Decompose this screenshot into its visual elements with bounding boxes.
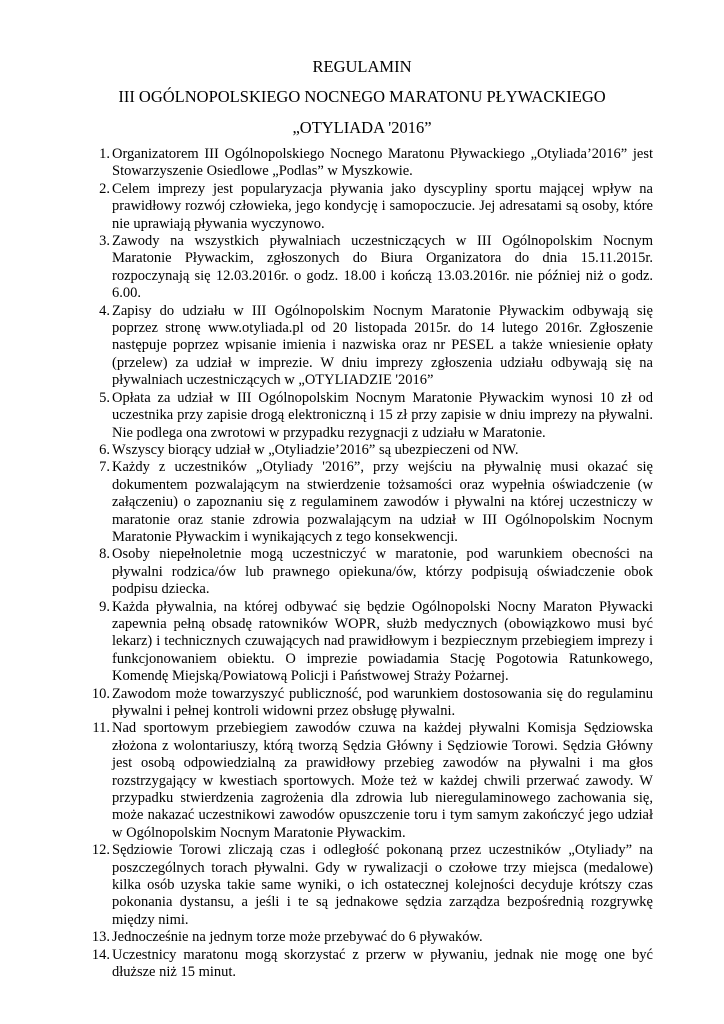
rule-number: 6.	[99, 441, 110, 458]
rule-number: 8.	[99, 546, 110, 563]
event-name: „OTYLIADA '2016”	[292, 118, 432, 137]
rule-item	[99, 302, 653, 390]
rule-number: 14.	[91, 946, 110, 963]
document-title: REGULAMIN	[312, 57, 412, 76]
rule-number: 13.	[91, 929, 110, 946]
rule-item	[92, 720, 653, 842]
rule-text: Sędziowie Torowi zliczają czas i odległość pokonaną przez uczestników „Otyliady” na poszczególnych torach pływalni. Gdy w rywalizacji o czołowe trzy miejsca (medalowe) kilka osób uzyska takie same wyniki, o ich ostatecznej kolejności decyduje krótszy czas pokonania dystansu, a jeśli i te są jednakowe sędzia zarządza bezpośrednią rozgrywkę między nimi.	[112, 842, 653, 928]
rule-text: Opłata za udział w III Ogólnopolskim Nocnym Maratonie Pływackim wynosi 10 zł od uczestnika przy zapisie drogą elektroniczną i 15 zł przy zapisie w dniu imprezy na pływalni. Nie podlega ona zwrotowi w przypadku rezygnacji z udziału w Maratonie.	[112, 389, 653, 441]
rule-text: Celem imprezy jest popularyzacja pływania jako dyscypliny sportu mającej wpływ na prawidłowy rozwój człowieka, jego kondycję i samopoczucie. Jej adresatami są osoby, które nie uprawiają pływania wyczynowo.	[112, 180, 653, 232]
rule-number: 5.	[99, 389, 110, 406]
rule-number: 4.	[99, 302, 110, 319]
rule-number: 1.	[99, 146, 110, 162]
rule-number: 2.	[99, 180, 110, 197]
rule-text: Uczestnicy maratonu mogą skorzystać z przerw w pływaniu, jednak nie mogę one być dłuższe niż 15 minut.	[112, 946, 653, 981]
rule-text: Zapisy do udziału w III Ogólnopolskim Nocnym Maratonie Pływackim odbywają się poprzez stronę www.otyliada.pl od 20 listopada 2015r. do 14 lutego 2016r. Zgłoszenie następuje poprzez wpisanie imienia i nazwiska oraz nr PESEL a także wniesienie opłaty (przelew) za udział w imprezie. W dniu imprezy zgłoszenia udziału odbywają się na pływalniach uczestniczących w „OTYLIADZIE '2016”	[112, 302, 653, 389]
rule-text: Osoby niepełnoletnie mogą uczestniczyć w maratonie, pod warunkiem obecności na pływalni rodzica/ów lub prawnego opiekuna/ów, którzy podpisują oświadczenie obok podpisu dziecka.	[112, 546, 653, 598]
rule-item	[91, 685, 653, 721]
rule-item	[99, 180, 653, 233]
rule-number: 11.	[92, 720, 110, 737]
rule-text: Zawody na wszystkich pływalniach uczestniczących w III Ogólnopolskim Nocnym Maratonie Pływackim, zgłoszonych do Biura Organizatora do dnia 15.11.2015r. rozpoczynają się 12.03.2016r. o godz. 18.00 i kończą 13.03.2016r. nie później niż o godz. 6.00.	[112, 233, 653, 302]
rules-list	[91, 146, 653, 982]
rule-text: Każda pływalnia, na której odbywać się będzie Ogólnopolski Nocny Maraton Pływacki zapewnia pełną obsadę ratowników WOPR, służb medycznych (obowiązkowo musi być lekarz) i technicznych czuwających nad prawidłowym i bezpiecznym przebiegiem imprezy i funkcjonowaniem obiektu. O imprezie powiadamia Stację Pogotowia Ratunkowego, Komendę Miejską/Powiatową Policji i Państwowej Straży Pożarnej.	[112, 598, 653, 685]
rule-item	[99, 389, 653, 442]
rule-item	[99, 459, 653, 546]
rule-item	[99, 233, 653, 303]
rule-item	[99, 146, 653, 181]
rule-text: Nad sportowym przebiegiem zawodów czuwa na każdej pływalni Komisja Sędziowska złożona z wolontariuszy, którą tworzą Sędzia Główny i Sędziowie Torowi. Sędzia Główny jest osobą odpowiedzialną za prawidłowy przebieg zawodów na pływalni i ma głos rozstrzygający w kwestiach sportowych. Może też w każdej chwili przerwać zawody. W przypadku stwierdzenia zagrożenia dla zdrowia lub nieregulaminowego zachowania się, może nakazać uczestnikowi zawodów opuszczenie toru i tym samym zakończyć jego udział w Ogólnopolskim Nocnym Maratonie Pływackim.	[112, 720, 653, 841]
rule-text: Wszyscy biorący udział w „Otyliadzie’2016” są ubezpieczeni od NW.	[112, 441, 519, 458]
rule-number: 10.	[91, 685, 110, 702]
rule-number: 9.	[99, 598, 110, 615]
rule-text: Jednocześnie na jednym torze może przebywać do 6 pływaków.	[112, 929, 483, 946]
document-subtitle: III OGÓLNOPOLSKIEGO NOCNEGO MARATONU PŁYWACKIEGO	[118, 87, 606, 106]
rule-item	[99, 546, 653, 598]
rule-item	[99, 441, 653, 459]
rule-number: 12.	[91, 842, 110, 859]
rule-text: Zawodom może towarzyszyć publiczność, pod warunkiem dostosowania się do regulaminu pływalni i pełnej kontroli widowni przez obsługę pływalni.	[112, 685, 653, 719]
rule-text: Każdy z uczestników „Otyliady '2016”, przy wejściu na pływalnię musi okazać się dokumentem pozwalającym na stwierdzenie tożsamości oraz wypełnia oświadczenie (w załączeniu) o zapoznaniu się z regulaminem zawodów i pływalni na której uczestniczy w maratonie oraz stanie zdrowia pozwalającym na udział w III Ogólnopolskim Nocnym Maratonie Pływackim i wynikających z tego konsekwencji.	[112, 459, 653, 545]
rule-item	[99, 598, 653, 686]
rule-number: 3.	[99, 233, 110, 250]
rule-text: Organizatorem III Ogólnopolskiego Nocnego Maratonu Pływackiego „Otyliada’2016” jest Stowarzyszenie Osiedlowe „Podlas” w Myszkowie.	[112, 146, 653, 180]
rule-item	[91, 929, 653, 946]
rule-number: 7.	[99, 459, 110, 476]
rule-item	[91, 842, 653, 929]
rule-item	[91, 946, 653, 982]
